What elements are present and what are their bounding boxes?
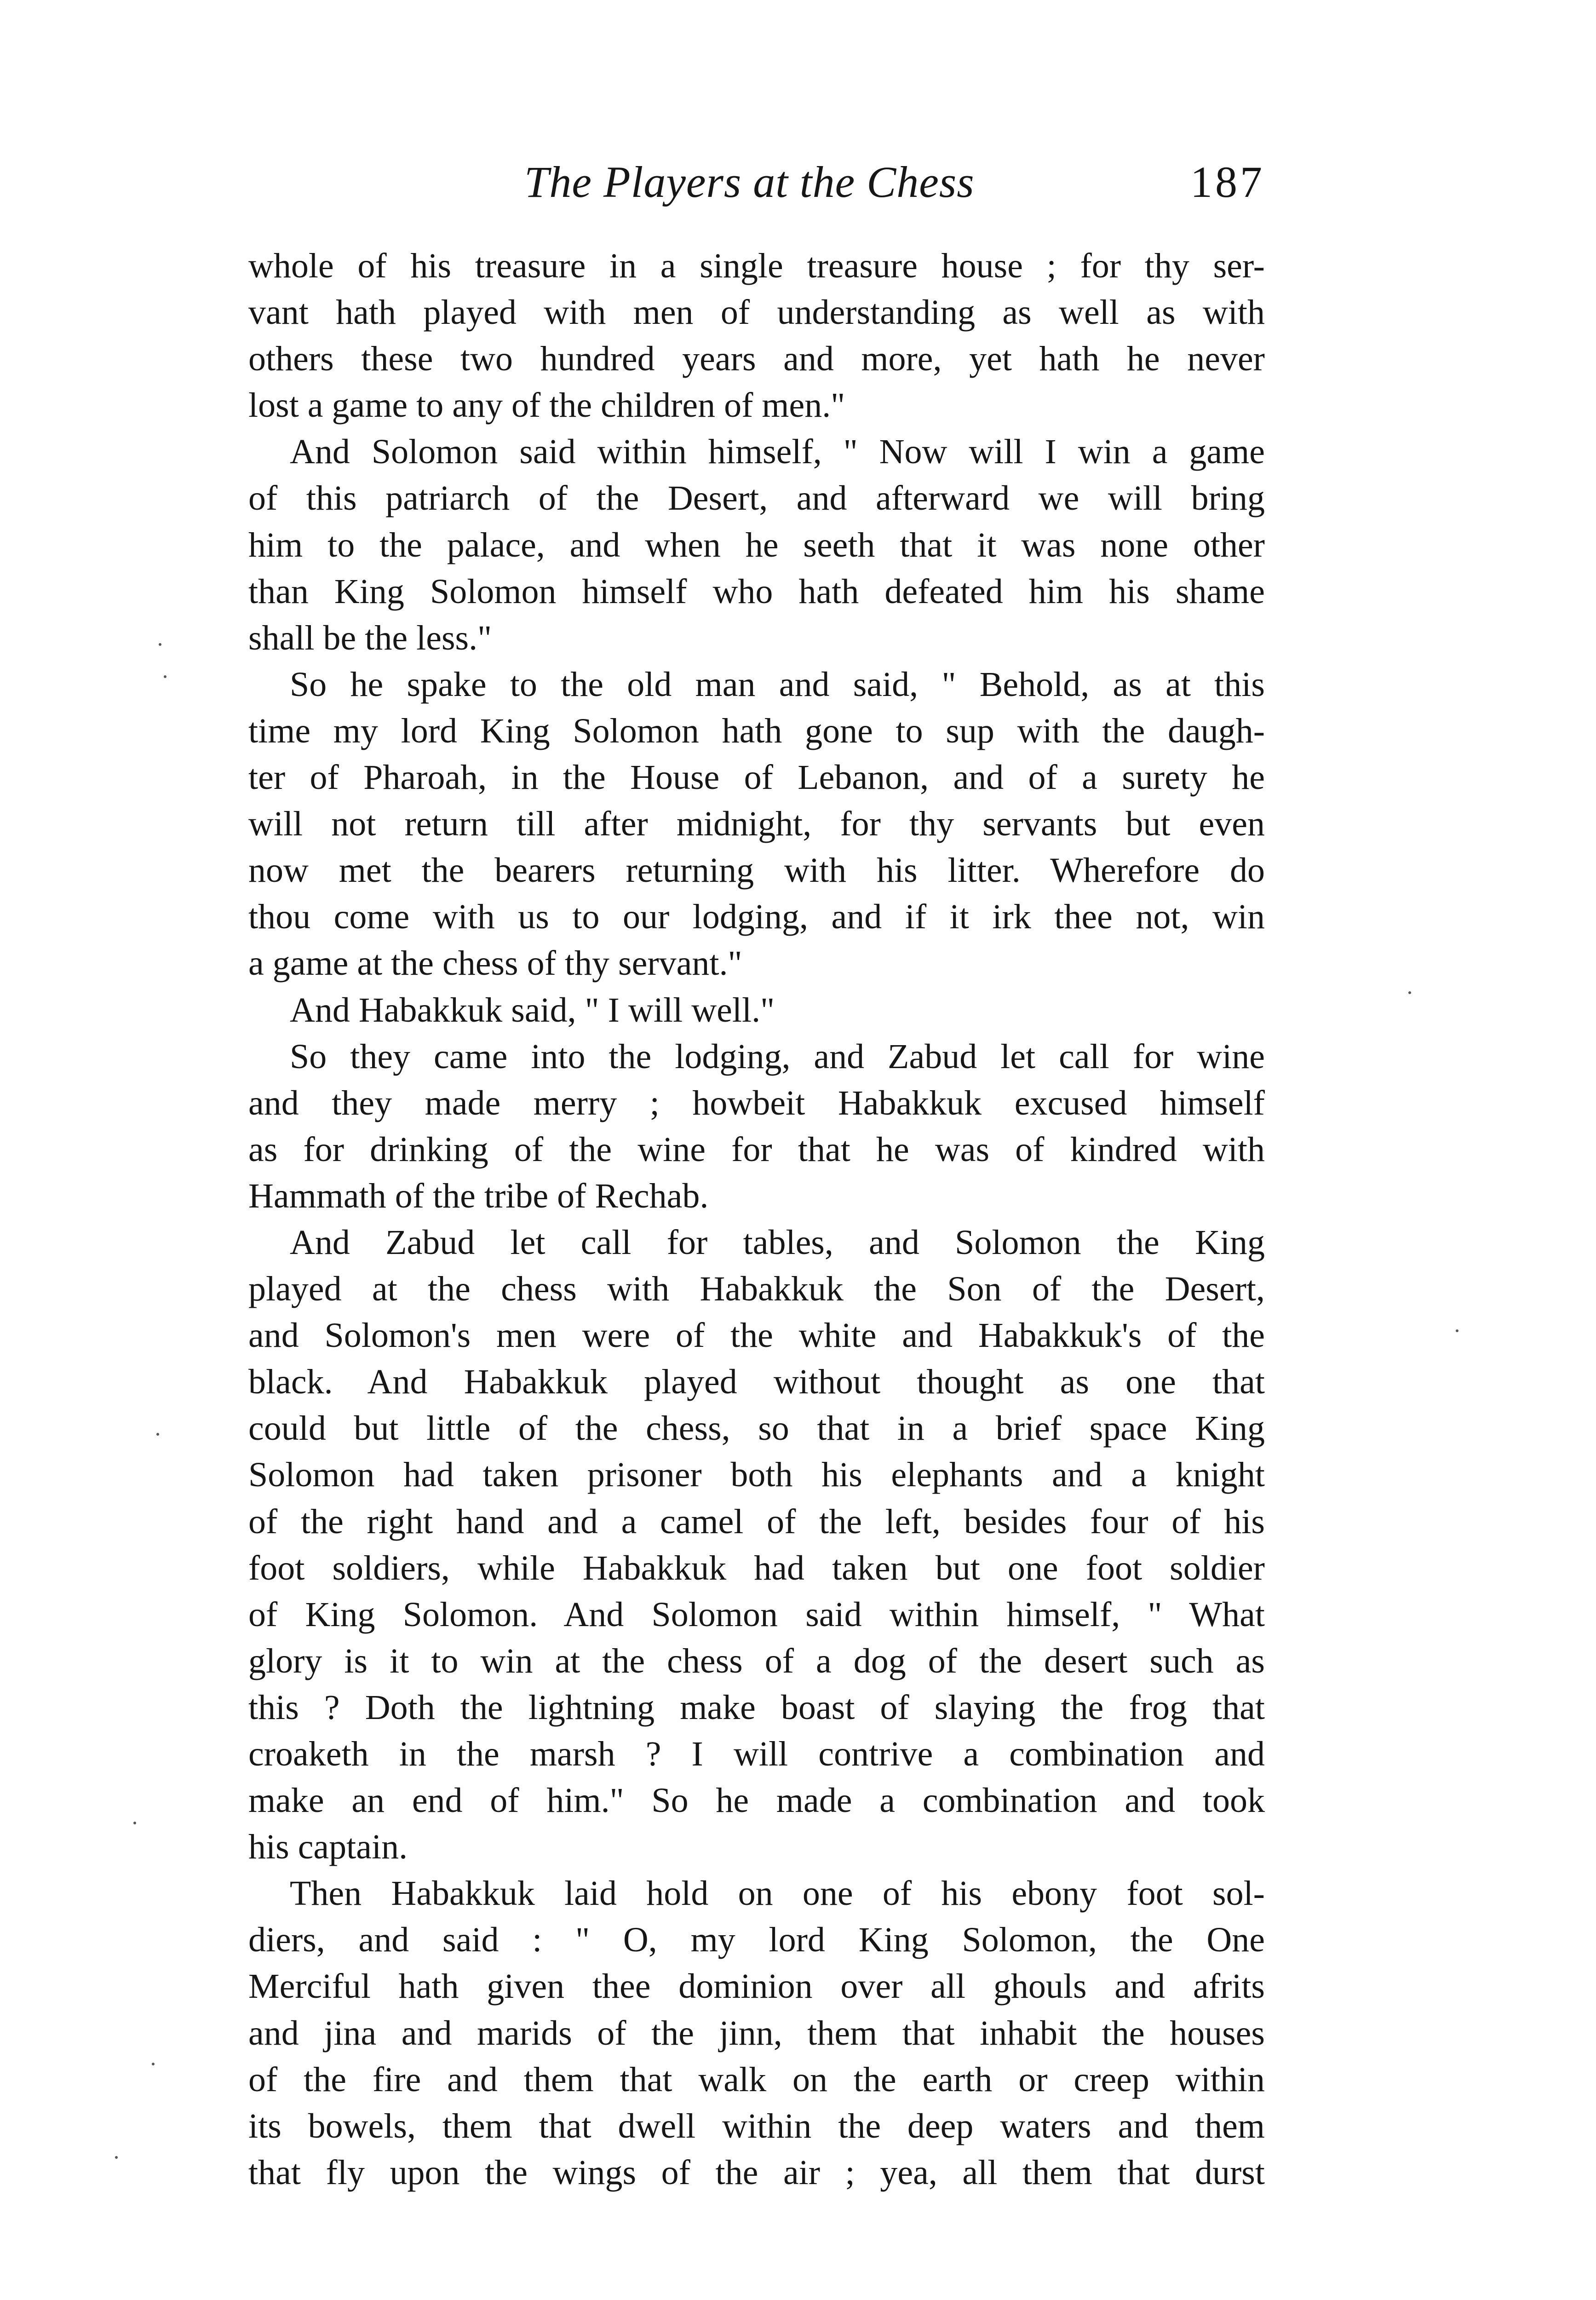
text-line: foot soldiers, while Habakkuk had taken but one foot soldier <box>248 1548 1265 1587</box>
text-line: of the right hand and a camel of the left, besides four of his <box>248 1502 1265 1541</box>
text-line: black. And Habakkuk played without thought as one that <box>248 1363 1265 1402</box>
text-line: as for drinking of the wine for that he was of kindred with <box>248 1130 1265 1169</box>
page-header <box>248 150 1265 214</box>
text-line: Hammath of the tribe of Rechab. <box>248 1176 709 1215</box>
running-title: The Players at the Chess <box>524 157 975 207</box>
text-line: than King Solomon himself who hath defeated him his shame <box>248 572 1265 611</box>
text-line: And Solomon said within himself, " Now will I win a game <box>290 432 1265 472</box>
page-number: 187 <box>1190 157 1265 207</box>
text-line: will not return till after midnight, for thy servants but even <box>248 805 1265 844</box>
text-line: of the fire and them that walk on the earth or creep within <box>248 2060 1265 2099</box>
text-line: a game at the chess of thy servant." <box>248 944 742 983</box>
text-line: glory is it to win at the chess of a dog of the desert such as <box>248 1641 1265 1680</box>
text-line: now met the bearers returning with his litter. Wherefore do <box>248 851 1265 890</box>
text-line: shall be the less." <box>248 618 492 657</box>
text-line: whole of his treasure in a single treasure house ; for thy ser- <box>248 247 1265 285</box>
paper-speck <box>1408 991 1411 994</box>
text-line: Solomon had taken prisoner both his elephants and a knight <box>248 1455 1265 1495</box>
text-line: And Habakkuk said, " I will well." <box>290 990 775 1029</box>
text-line: and Solomon's men were of the white and Habakkuk's of the <box>248 1316 1265 1355</box>
text-line: and they made merry ; howbeit Habakkuk excused himself <box>248 1083 1265 1122</box>
text-line: his captain. <box>248 1828 408 1867</box>
text-line: vant hath played with men of understanding as well as with <box>248 293 1265 332</box>
text-line: of this patriarch of the Desert, and afterward we will bring <box>248 479 1265 518</box>
text-line: that fly upon the wings of the air ; yea, all them that durst <box>248 2153 1265 2192</box>
text-line: And Zabud let call for tables, and Solomon the King <box>290 1223 1265 1262</box>
text-line: diers, and said : " O, my lord King Solomon, the One <box>248 1920 1265 1960</box>
paper-speck <box>133 1822 136 1824</box>
text-line: played at the chess with Habakkuk the Son of the Desert, <box>248 1270 1265 1309</box>
text-line: its bowels, them that dwell within the deep waters and them <box>248 2106 1265 2145</box>
text-line: Merciful hath given thee dominion over all ghouls and afrits <box>248 1967 1265 2006</box>
text-line: ter of Pharoah, in the House of Lebanon, and of a surety he <box>248 758 1265 797</box>
paper-speck <box>115 2156 118 2159</box>
text-line: thou come with us to our lodging, and if it irk thee not, win <box>248 897 1265 937</box>
text-line: others these two hundred years and more, yet hath he never <box>248 339 1265 379</box>
body-text <box>248 243 1265 2196</box>
text-line: So they came into the lodging, and Zabud let call for wine <box>290 1037 1265 1076</box>
paper-speck <box>152 2063 155 2065</box>
text-line: time my lord King Solomon hath gone to sup with the daugh- <box>248 711 1265 750</box>
paper-speck <box>156 1433 159 1436</box>
text-line: could but little of the chess, so that in a brief space King <box>248 1409 1265 1448</box>
text-line: Then Habakkuk laid hold on one of his ebony foot sol- <box>290 1874 1265 1913</box>
paper-speck <box>164 675 166 678</box>
paper-speck <box>1456 1329 1458 1332</box>
text-line: of King Solomon. And Solomon said within himself, " What <box>248 1595 1265 1634</box>
text-line: So he spake to the old man and said, " Behold, as at this <box>290 665 1265 704</box>
text-line: lost a game to any of the children of men." <box>248 386 845 425</box>
text-line: him to the palace, and when he seeth that it was none other <box>248 525 1265 564</box>
paper-speck <box>159 643 161 646</box>
text-line: croaketh in the marsh ? I will contrive a combination and <box>248 1735 1265 1773</box>
text-line: this ? Doth the lightning make boast of slaying the frog that <box>248 1688 1265 1727</box>
text-line: make an end of him." So he made a combination and took <box>248 1781 1265 1820</box>
text-line: and jina and marids of the jinn, them that inhabit the houses <box>248 2013 1265 2053</box>
